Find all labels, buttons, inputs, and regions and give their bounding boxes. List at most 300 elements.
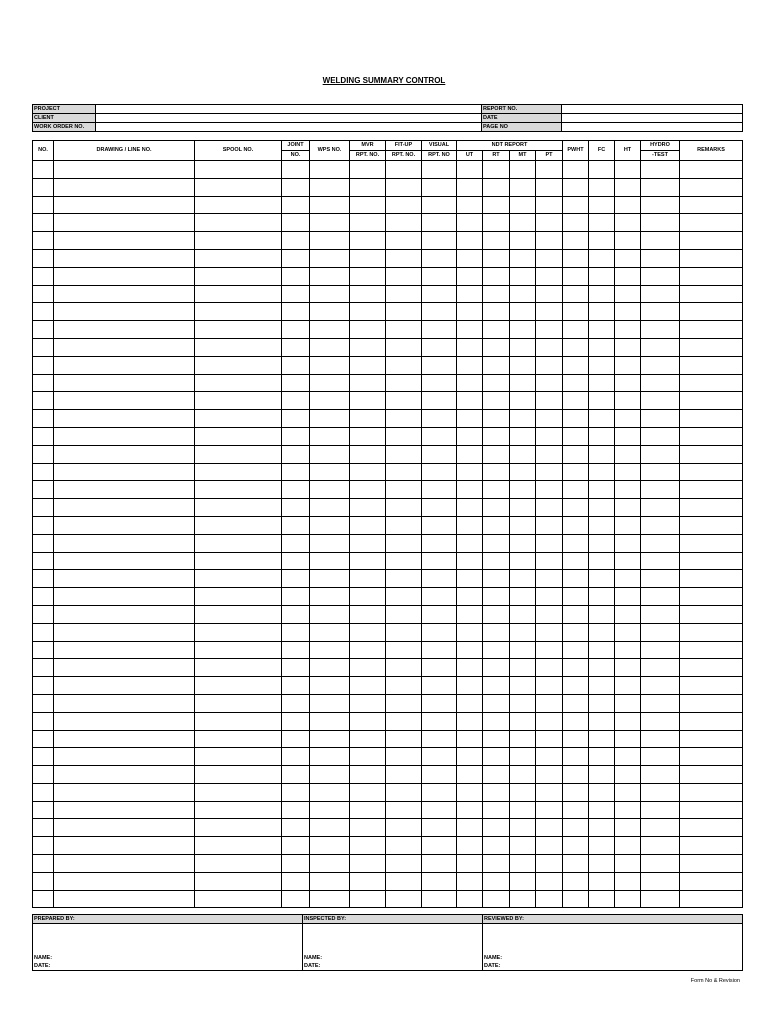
- table-cell[interactable]: [589, 338, 615, 356]
- table-cell[interactable]: [589, 427, 615, 445]
- table-cell[interactable]: [33, 356, 54, 374]
- table-cell[interactable]: [350, 321, 386, 339]
- table-cell[interactable]: [536, 730, 563, 748]
- table-cell[interactable]: [680, 890, 743, 908]
- table-cell[interactable]: [641, 285, 680, 303]
- table-cell[interactable]: [350, 730, 386, 748]
- table-cell[interactable]: [641, 819, 680, 837]
- table-cell[interactable]: [589, 872, 615, 890]
- table-cell[interactable]: [615, 819, 641, 837]
- table-cell[interactable]: [195, 374, 282, 392]
- table-cell[interactable]: [33, 730, 54, 748]
- table-cell[interactable]: [510, 178, 536, 196]
- table-cell[interactable]: [615, 801, 641, 819]
- table-cell[interactable]: [536, 161, 563, 179]
- table-cell[interactable]: [510, 249, 536, 267]
- table-cell[interactable]: [195, 267, 282, 285]
- table-cell[interactable]: [195, 232, 282, 250]
- table-cell[interactable]: [680, 766, 743, 784]
- table-cell[interactable]: [422, 463, 457, 481]
- table-cell[interactable]: [422, 374, 457, 392]
- table-cell[interactable]: [457, 819, 483, 837]
- table-cell[interactable]: [54, 481, 195, 499]
- table-cell[interactable]: [282, 837, 310, 855]
- table-cell[interactable]: [310, 766, 350, 784]
- table-cell[interactable]: [589, 178, 615, 196]
- table-cell[interactable]: [422, 214, 457, 232]
- table-cell[interactable]: [386, 677, 422, 695]
- table-cell[interactable]: [641, 855, 680, 873]
- table-cell[interactable]: [536, 748, 563, 766]
- table-cell[interactable]: [563, 801, 589, 819]
- table-cell[interactable]: [510, 338, 536, 356]
- table-cell[interactable]: [422, 659, 457, 677]
- table-cell[interactable]: [54, 410, 195, 428]
- table-cell[interactable]: [510, 534, 536, 552]
- table-cell[interactable]: [641, 837, 680, 855]
- table-cell[interactable]: [422, 872, 457, 890]
- table-cell[interactable]: [422, 712, 457, 730]
- table-cell[interactable]: [386, 748, 422, 766]
- table-cell[interactable]: [483, 392, 510, 410]
- table-cell[interactable]: [386, 623, 422, 641]
- table-cell[interactable]: [589, 374, 615, 392]
- table-cell[interactable]: [195, 748, 282, 766]
- table-cell[interactable]: [483, 552, 510, 570]
- table-cell[interactable]: [195, 196, 282, 214]
- table-cell[interactable]: [589, 249, 615, 267]
- table-cell[interactable]: [536, 214, 563, 232]
- table-cell[interactable]: [641, 410, 680, 428]
- table-cell[interactable]: [195, 321, 282, 339]
- table-cell[interactable]: [483, 677, 510, 695]
- table-cell[interactable]: [536, 641, 563, 659]
- table-cell[interactable]: [589, 499, 615, 517]
- table-cell[interactable]: [536, 303, 563, 321]
- table-cell[interactable]: [641, 214, 680, 232]
- table-cell[interactable]: [386, 534, 422, 552]
- table-cell[interactable]: [615, 872, 641, 890]
- table-cell[interactable]: [536, 534, 563, 552]
- table-cell[interactable]: [422, 534, 457, 552]
- table-cell[interactable]: [680, 694, 743, 712]
- table-cell[interactable]: [615, 677, 641, 695]
- table-cell[interactable]: [563, 712, 589, 730]
- table-cell[interactable]: [563, 748, 589, 766]
- table-cell[interactable]: [536, 321, 563, 339]
- table-cell[interactable]: [589, 783, 615, 801]
- table-cell[interactable]: [33, 890, 54, 908]
- table-cell[interactable]: [536, 249, 563, 267]
- table-cell[interactable]: [195, 178, 282, 196]
- table-cell[interactable]: [589, 837, 615, 855]
- table-cell[interactable]: [310, 552, 350, 570]
- table-cell[interactable]: [54, 623, 195, 641]
- table-cell[interactable]: [33, 516, 54, 534]
- table-cell[interactable]: [457, 570, 483, 588]
- table-cell[interactable]: [54, 392, 195, 410]
- table-cell[interactable]: [641, 748, 680, 766]
- table-cell[interactable]: [282, 232, 310, 250]
- table-cell[interactable]: [310, 285, 350, 303]
- table-cell[interactable]: [54, 427, 195, 445]
- table-cell[interactable]: [386, 249, 422, 267]
- table-cell[interactable]: [422, 196, 457, 214]
- date-field[interactable]: [562, 114, 743, 123]
- table-cell[interactable]: [536, 552, 563, 570]
- table-cell[interactable]: [680, 499, 743, 517]
- table-cell[interactable]: [510, 872, 536, 890]
- table-cell[interactable]: [282, 481, 310, 499]
- table-cell[interactable]: [350, 196, 386, 214]
- table-cell[interactable]: [310, 694, 350, 712]
- table-cell[interactable]: [195, 427, 282, 445]
- table-cell[interactable]: [54, 641, 195, 659]
- table-cell[interactable]: [680, 641, 743, 659]
- table-cell[interactable]: [457, 285, 483, 303]
- table-cell[interactable]: [483, 516, 510, 534]
- table-cell[interactable]: [195, 641, 282, 659]
- table-cell[interactable]: [54, 178, 195, 196]
- table-cell[interactable]: [195, 783, 282, 801]
- table-cell[interactable]: [33, 463, 54, 481]
- table-cell[interactable]: [510, 837, 536, 855]
- table-cell[interactable]: [563, 232, 589, 250]
- table-cell[interactable]: [386, 855, 422, 873]
- table-cell[interactable]: [422, 427, 457, 445]
- table-cell[interactable]: [589, 481, 615, 499]
- table-cell[interactable]: [457, 641, 483, 659]
- table-cell[interactable]: [457, 374, 483, 392]
- table-cell[interactable]: [310, 463, 350, 481]
- table-cell[interactable]: [457, 552, 483, 570]
- table-cell[interactable]: [54, 712, 195, 730]
- table-cell[interactable]: [615, 730, 641, 748]
- table-cell[interactable]: [457, 783, 483, 801]
- table-cell[interactable]: [33, 285, 54, 303]
- table-cell[interactable]: [641, 890, 680, 908]
- table-cell[interactable]: [386, 303, 422, 321]
- table-cell[interactable]: [350, 161, 386, 179]
- table-cell[interactable]: [457, 766, 483, 784]
- table-cell[interactable]: [422, 303, 457, 321]
- table-cell[interactable]: [510, 801, 536, 819]
- table-cell[interactable]: [483, 356, 510, 374]
- table-cell[interactable]: [615, 516, 641, 534]
- table-cell[interactable]: [54, 196, 195, 214]
- table-cell[interactable]: [195, 303, 282, 321]
- table-cell[interactable]: [680, 161, 743, 179]
- table-cell[interactable]: [615, 196, 641, 214]
- table-cell[interactable]: [386, 712, 422, 730]
- table-cell[interactable]: [195, 356, 282, 374]
- table-cell[interactable]: [563, 766, 589, 784]
- table-cell[interactable]: [457, 214, 483, 232]
- table-cell[interactable]: [563, 890, 589, 908]
- table-cell[interactable]: [422, 392, 457, 410]
- table-cell[interactable]: [615, 499, 641, 517]
- table-cell[interactable]: [563, 303, 589, 321]
- table-cell[interactable]: [457, 872, 483, 890]
- table-cell[interactable]: [615, 570, 641, 588]
- table-cell[interactable]: [33, 766, 54, 784]
- table-cell[interactable]: [350, 605, 386, 623]
- table-cell[interactable]: [615, 605, 641, 623]
- table-cell[interactable]: [350, 677, 386, 695]
- prepared-by-box[interactable]: [33, 924, 303, 971]
- table-cell[interactable]: [282, 801, 310, 819]
- table-cell[interactable]: [33, 214, 54, 232]
- table-cell[interactable]: [589, 463, 615, 481]
- table-cell[interactable]: [350, 516, 386, 534]
- table-cell[interactable]: [536, 623, 563, 641]
- table-cell[interactable]: [310, 783, 350, 801]
- table-cell[interactable]: [457, 356, 483, 374]
- table-cell[interactable]: [350, 178, 386, 196]
- table-cell[interactable]: [386, 267, 422, 285]
- table-cell[interactable]: [457, 427, 483, 445]
- table-cell[interactable]: [195, 766, 282, 784]
- table-cell[interactable]: [615, 374, 641, 392]
- table-cell[interactable]: [310, 481, 350, 499]
- table-cell[interactable]: [195, 214, 282, 232]
- table-cell[interactable]: [563, 178, 589, 196]
- table-cell[interactable]: [589, 232, 615, 250]
- table-cell[interactable]: [563, 196, 589, 214]
- table-cell[interactable]: [536, 392, 563, 410]
- table-cell[interactable]: [195, 890, 282, 908]
- table-cell[interactable]: [33, 374, 54, 392]
- table-cell[interactable]: [350, 623, 386, 641]
- table-cell[interactable]: [536, 659, 563, 677]
- table-cell[interactable]: [195, 516, 282, 534]
- table-cell[interactable]: [310, 605, 350, 623]
- table-cell[interactable]: [310, 890, 350, 908]
- table-cell[interactable]: [282, 855, 310, 873]
- table-cell[interactable]: [615, 161, 641, 179]
- table-cell[interactable]: [615, 392, 641, 410]
- table-cell[interactable]: [589, 819, 615, 837]
- table-cell[interactable]: [350, 570, 386, 588]
- table-cell[interactable]: [483, 214, 510, 232]
- table-cell[interactable]: [563, 267, 589, 285]
- table-cell[interactable]: [641, 392, 680, 410]
- table-cell[interactable]: [195, 819, 282, 837]
- table-cell[interactable]: [563, 872, 589, 890]
- table-cell[interactable]: [483, 819, 510, 837]
- table-cell[interactable]: [536, 356, 563, 374]
- table-cell[interactable]: [563, 321, 589, 339]
- table-cell[interactable]: [483, 837, 510, 855]
- table-cell[interactable]: [641, 481, 680, 499]
- table-cell[interactable]: [536, 427, 563, 445]
- table-cell[interactable]: [422, 837, 457, 855]
- table-cell[interactable]: [510, 659, 536, 677]
- table-cell[interactable]: [536, 232, 563, 250]
- table-cell[interactable]: [195, 249, 282, 267]
- table-cell[interactable]: [536, 481, 563, 499]
- table-cell[interactable]: [195, 694, 282, 712]
- table-cell[interactable]: [54, 659, 195, 677]
- table-cell[interactable]: [282, 267, 310, 285]
- table-cell[interactable]: [457, 890, 483, 908]
- table-cell[interactable]: [350, 392, 386, 410]
- table-cell[interactable]: [350, 748, 386, 766]
- table-cell[interactable]: [54, 552, 195, 570]
- table-cell[interactable]: [615, 481, 641, 499]
- table-cell[interactable]: [457, 623, 483, 641]
- table-cell[interactable]: [680, 196, 743, 214]
- table-cell[interactable]: [563, 659, 589, 677]
- table-cell[interactable]: [483, 338, 510, 356]
- table-cell[interactable]: [563, 570, 589, 588]
- table-cell[interactable]: [33, 837, 54, 855]
- table-cell[interactable]: [282, 570, 310, 588]
- client-field[interactable]: [96, 114, 482, 123]
- table-cell[interactable]: [510, 410, 536, 428]
- table-cell[interactable]: [510, 730, 536, 748]
- table-cell[interactable]: [483, 623, 510, 641]
- table-cell[interactable]: [422, 641, 457, 659]
- table-cell[interactable]: [457, 196, 483, 214]
- table-cell[interactable]: [33, 303, 54, 321]
- table-cell[interactable]: [350, 499, 386, 517]
- table-cell[interactable]: [282, 588, 310, 606]
- table-cell[interactable]: [563, 623, 589, 641]
- table-cell[interactable]: [680, 178, 743, 196]
- table-cell[interactable]: [310, 427, 350, 445]
- table-cell[interactable]: [563, 161, 589, 179]
- table-cell[interactable]: [350, 214, 386, 232]
- table-cell[interactable]: [54, 463, 195, 481]
- table-cell[interactable]: [680, 588, 743, 606]
- table-cell[interactable]: [510, 303, 536, 321]
- table-cell[interactable]: [54, 285, 195, 303]
- table-cell[interactable]: [483, 196, 510, 214]
- table-cell[interactable]: [195, 445, 282, 463]
- table-cell[interactable]: [422, 161, 457, 179]
- table-cell[interactable]: [483, 285, 510, 303]
- table-cell[interactable]: [536, 712, 563, 730]
- table-cell[interactable]: [589, 410, 615, 428]
- table-cell[interactable]: [54, 588, 195, 606]
- table-cell[interactable]: [386, 178, 422, 196]
- table-cell[interactable]: [33, 605, 54, 623]
- table-cell[interactable]: [483, 659, 510, 677]
- table-cell[interactable]: [457, 748, 483, 766]
- table-cell[interactable]: [457, 232, 483, 250]
- table-cell[interactable]: [510, 890, 536, 908]
- table-cell[interactable]: [680, 730, 743, 748]
- table-cell[interactable]: [386, 196, 422, 214]
- table-cell[interactable]: [310, 588, 350, 606]
- table-cell[interactable]: [536, 410, 563, 428]
- table-cell[interactable]: [33, 694, 54, 712]
- table-cell[interactable]: [680, 855, 743, 873]
- table-cell[interactable]: [422, 516, 457, 534]
- table-cell[interactable]: [563, 249, 589, 267]
- table-cell[interactable]: [589, 214, 615, 232]
- table-cell[interactable]: [510, 605, 536, 623]
- table-cell[interactable]: [483, 872, 510, 890]
- table-cell[interactable]: [310, 392, 350, 410]
- table-cell[interactable]: [386, 427, 422, 445]
- table-cell[interactable]: [282, 516, 310, 534]
- table-cell[interactable]: [510, 463, 536, 481]
- table-cell[interactable]: [483, 303, 510, 321]
- table-cell[interactable]: [54, 534, 195, 552]
- table-cell[interactable]: [282, 499, 310, 517]
- table-cell[interactable]: [483, 321, 510, 339]
- table-cell[interactable]: [641, 677, 680, 695]
- table-cell[interactable]: [510, 427, 536, 445]
- table-cell[interactable]: [457, 481, 483, 499]
- table-cell[interactable]: [282, 712, 310, 730]
- table-cell[interactable]: [282, 890, 310, 908]
- table-cell[interactable]: [483, 605, 510, 623]
- table-cell[interactable]: [33, 481, 54, 499]
- table-cell[interactable]: [589, 303, 615, 321]
- table-cell[interactable]: [422, 285, 457, 303]
- table-cell[interactable]: [615, 249, 641, 267]
- table-cell[interactable]: [422, 232, 457, 250]
- table-cell[interactable]: [350, 552, 386, 570]
- table-cell[interactable]: [350, 766, 386, 784]
- table-cell[interactable]: [310, 445, 350, 463]
- table-cell[interactable]: [422, 588, 457, 606]
- table-cell[interactable]: [641, 356, 680, 374]
- table-cell[interactable]: [483, 161, 510, 179]
- table-cell[interactable]: [350, 285, 386, 303]
- table-cell[interactable]: [510, 374, 536, 392]
- table-cell[interactable]: [282, 659, 310, 677]
- table-cell[interactable]: [563, 499, 589, 517]
- table-cell[interactable]: [680, 516, 743, 534]
- table-cell[interactable]: [282, 872, 310, 890]
- table-cell[interactable]: [536, 819, 563, 837]
- table-cell[interactable]: [310, 374, 350, 392]
- table-cell[interactable]: [510, 641, 536, 659]
- table-cell[interactable]: [195, 499, 282, 517]
- table-cell[interactable]: [386, 819, 422, 837]
- table-cell[interactable]: [680, 819, 743, 837]
- table-cell[interactable]: [589, 748, 615, 766]
- table-cell[interactable]: [54, 232, 195, 250]
- table-cell[interactable]: [54, 338, 195, 356]
- table-cell[interactable]: [563, 463, 589, 481]
- table-cell[interactable]: [54, 748, 195, 766]
- table-cell[interactable]: [680, 392, 743, 410]
- table-cell[interactable]: [680, 570, 743, 588]
- table-cell[interactable]: [310, 570, 350, 588]
- table-cell[interactable]: [195, 534, 282, 552]
- table-cell[interactable]: [457, 499, 483, 517]
- table-cell[interactable]: [282, 178, 310, 196]
- table-cell[interactable]: [33, 748, 54, 766]
- table-cell[interactable]: [536, 677, 563, 695]
- table-cell[interactable]: [350, 783, 386, 801]
- table-cell[interactable]: [457, 321, 483, 339]
- table-cell[interactable]: [457, 338, 483, 356]
- table-cell[interactable]: [422, 783, 457, 801]
- table-cell[interactable]: [195, 872, 282, 890]
- table-cell[interactable]: [282, 214, 310, 232]
- table-cell[interactable]: [641, 427, 680, 445]
- table-cell[interactable]: [536, 855, 563, 873]
- table-cell[interactable]: [457, 392, 483, 410]
- table-cell[interactable]: [641, 463, 680, 481]
- table-cell[interactable]: [641, 766, 680, 784]
